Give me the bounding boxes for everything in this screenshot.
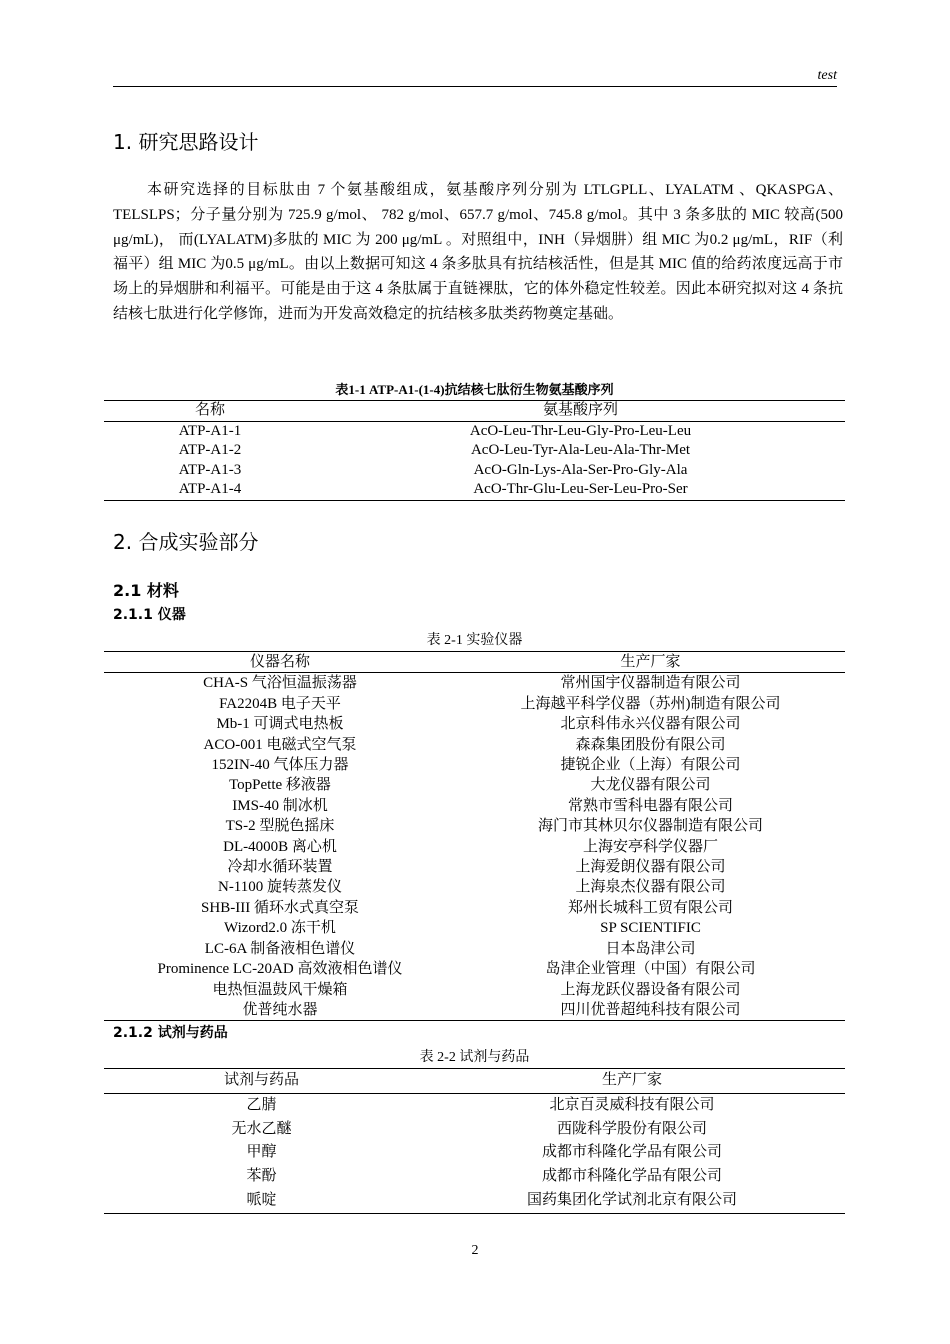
column-header: 试剂与药品 (223, 1072, 299, 1088)
table-1-caption: 表1-1 ATP-A1-(1-4)抗结核七肽衍生物氨基酸序列 (335, 382, 614, 397)
table-cell: N-1100 旋转蒸发仪 (217, 879, 343, 896)
table-row (104, 1141, 845, 1165)
header-rule (113, 86, 837, 87)
table-cell: 国药集团化学试剂北京有限公司 (526, 1191, 737, 1208)
subsection-2-1-2-heading: 2.1.2 试剂与药品 (113, 1025, 228, 1041)
table-cell: 甲醇 (246, 1144, 277, 1161)
table-row (104, 939, 845, 959)
table-cell: AcO-Gln-Lys-Ala-Ser-Pro-Gly-Ala (473, 461, 688, 478)
subsection-2-1-heading: 2.1 材料 (113, 581, 179, 600)
table-cell: ACO-001 电磁式空气泵 (203, 736, 357, 753)
column-header: 生产厂家 (620, 654, 681, 670)
table-cell: 成都市科隆化学品有限公司 (541, 1168, 722, 1185)
table-cell: FA2204B 电子天平 (219, 695, 341, 712)
table-cell: 上海泉杰仪器有限公司 (575, 879, 726, 896)
table-row (104, 421, 845, 441)
table-cell: Wizord2.0 冻干机 (224, 920, 336, 937)
table-cell: 成都市科隆化学品有限公司 (541, 1144, 722, 1161)
table-row (104, 918, 845, 938)
instrument-table (104, 651, 845, 1021)
table-cell: 北京百灵威科技有限公司 (549, 1096, 715, 1113)
page-number: 2 (471, 1243, 479, 1258)
table-cell: SHB-III 循环水式真空泵 (201, 899, 359, 916)
table-row (104, 898, 845, 918)
table-cell: 上海爱朗仪器有限公司 (575, 859, 726, 876)
running-header: test (817, 68, 837, 83)
table-cell: Mb-1 可调式电热板 (216, 716, 344, 733)
section-1-heading: 1. 研究思路设计 (113, 130, 259, 154)
table-row (104, 796, 845, 816)
table-row (104, 857, 845, 877)
table-row (104, 1189, 845, 1213)
table-row (104, 673, 845, 694)
column-header: 氨基酸序列 (542, 402, 618, 418)
table-row (104, 441, 845, 461)
table-cell: 上海龙跃仪器设备有限公司 (560, 981, 741, 998)
table-cell: 哌啶 (246, 1191, 277, 1208)
table-cell: 西陇科学股份有限公司 (556, 1120, 707, 1137)
table-cell: ATP-A1-3 (178, 461, 242, 478)
table-cell: SP SCIENTIFIC (600, 920, 701, 937)
table-row (104, 877, 845, 897)
table-cell: DL-4000B 离心机 (223, 838, 337, 855)
table-cell: 常州国宇仪器制造有限公司 (560, 675, 741, 692)
table-cell: TopPette 移液器 (229, 777, 331, 794)
table-row (104, 714, 845, 734)
table-cell: 日本岛津公司 (605, 940, 696, 957)
table-cell: ATP-A1-1 (178, 422, 242, 439)
table-cell: LC-6A 制备液相色谱仪 (204, 940, 356, 957)
table-3-caption: 表 2-2 试剂与药品 (419, 1050, 530, 1065)
table-cell: 冷却水循环装置 (227, 859, 333, 876)
table-cell: 大龙仪器有限公司 (590, 777, 711, 794)
table-row (104, 1093, 845, 1117)
table-cell: 152IN-40 气体压力器 (211, 757, 349, 774)
table-cell: 上海安亭科学仪器厂 (582, 838, 718, 855)
table-row (104, 480, 845, 500)
table-2-caption: 表 2-1 实验仪器 (426, 633, 523, 648)
column-header: 生产厂家 (601, 1072, 662, 1088)
column-header: 仪器名称 (249, 654, 310, 670)
table-cell: AcO-Thr-Glu-Leu-Ser-Leu-Pro-Ser (473, 481, 688, 497)
table-cell: IMS-40 制冰机 (232, 797, 328, 814)
table-cell: 无水乙醚 (231, 1120, 292, 1137)
table-row (104, 1165, 845, 1189)
table-row (104, 980, 845, 1000)
table-cell: CHA-S 气浴恒温振荡器 (203, 675, 357, 692)
table-cell: 苯酚 (246, 1168, 277, 1185)
column-header: 名称 (194, 402, 225, 418)
table-cell: TS-2 型脱色摇床 (225, 818, 335, 835)
subsection-2-1-1-heading: 2.1.1 仪器 (113, 607, 186, 623)
table-cell: Prominence LC-20AD 高效液相色谱仪 (157, 961, 403, 978)
table-row (104, 959, 845, 979)
table-row (104, 816, 845, 836)
peptide-sequence-table (104, 400, 845, 501)
table-row (104, 755, 845, 775)
table-cell: AcO-Leu-Thr-Leu-Gly-Pro-Leu-Leu (469, 422, 692, 439)
table-row (104, 735, 845, 755)
table-cell: 岛津企业管理（中国）有限公司 (545, 961, 756, 978)
table-cell: 常熟市雪科电器有限公司 (567, 797, 733, 814)
table-cell: AcO-Leu-Tyr-Ala-Leu-Ala-Thr-Met (470, 442, 691, 458)
table-row (104, 1118, 845, 1142)
table-cell: 北京科伟永兴仪器有限公司 (560, 716, 741, 733)
table-cell: 森森集团股份有限公司 (575, 736, 726, 753)
table-cell: 郑州长城科工贸有限公司 (567, 899, 733, 916)
table-cell: 海门市其林贝尔仪器制造有限公司 (537, 818, 763, 835)
table-row (104, 837, 845, 857)
table-cell: 捷锐企业（上海）有限公司 (560, 757, 741, 774)
table-cell: ATP-A1-4 (178, 481, 242, 497)
table-row (104, 461, 845, 481)
table-cell: 四川优普超纯科技有限公司 (560, 1001, 741, 1018)
section-1-paragraph: 本研究选择的目标肽由 7 个氨基酸组成，氨基酸序列分别为 LTLGPLL、LYALATM 、QKASPGA、TELSLPS；分子量分别为 725.9 g/mol、 782 g/mol、657.7 g/mol、745.8 g/mol。其中 3 条多肽的 MIC 较高(500 μg/mL)， 而(LYALATM)多肽的 MIC 为 200 μg/mL 。对照组中，INH（异烟肼）组 MIC 为0.2 μg/mL，RIF（利福平）组 MIC 为0.5 μg/mL。由以上数据可知这 4 条多肽具有抗结核活性，但是其 MIC 值的给药浓度远高于市场上的异烟肼和利福平。可能是由于这 4 条肽属于直链裸肽，它的体外稳定性较差。因此本研究拟对这 4 条抗结核七肽进行化学修饰，进而为开发高效稳定的抗结核多肽类药物奠定基础。 (113, 182, 843, 322)
table-cell: 电热恒温鼓风干燥箱 (212, 981, 348, 998)
reagent-table (104, 1068, 845, 1214)
table-row (104, 1000, 845, 1021)
table-cell: ATP-A1-2 (178, 442, 242, 458)
table-row (104, 775, 845, 795)
table-cell: 上海越平科学仪器（苏州)制造有限公司 (520, 695, 781, 712)
table-cell: 乙腈 (246, 1096, 277, 1113)
table-row (104, 694, 845, 714)
table-header-row (104, 652, 845, 673)
section-2-heading: 2. 合成实验部分 (113, 530, 259, 554)
table-header-row (104, 401, 845, 422)
table-cell: 优普纯水器 (242, 1001, 318, 1018)
table-header-row (104, 1069, 845, 1094)
